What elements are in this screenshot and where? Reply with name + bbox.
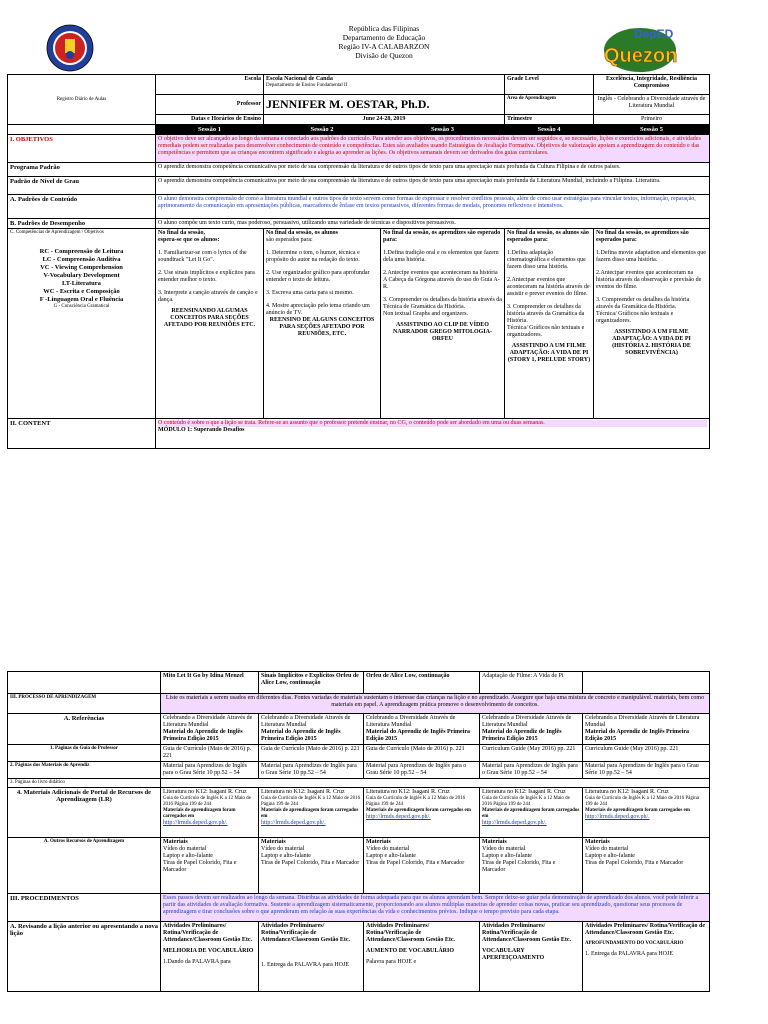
obj-line: 2. Use sinais implícitos e explícitos para entender melhor o texto. [158, 270, 255, 283]
dll-table-bottom [7, 671, 710, 992]
ref-line: Material do Aprendiz de Inglês Primeira Edição 2015 [482, 729, 562, 742]
video-note: ASSISTINDO AO CLIP DE VÍDEO NARRADOR GREGO MITOLOGIA-ORFEU [393, 322, 492, 342]
lrmds-link[interactable]: http://lrmds.deped.gov.ph/. [163, 820, 228, 826]
datas-value: June 24-28, 2019 [264, 115, 505, 125]
mat-1: Material para Aprendizes de Inglês para o Grau Série 10 pp.52 – 54 [161, 762, 259, 779]
adic-line: Materiais de aprendizagem foram carregados em [482, 808, 580, 819]
conteudo-label: A. Padrões de Conteúdo [8, 195, 156, 219]
guia-3: Guia de Currículo (Maio de 2016) p. 221 [364, 745, 480, 762]
rev-line: Atividades Preliminares/ Rotina/Verificação de Attendance/Classroom Gestão Etc. [366, 923, 456, 943]
ref-label: A. Referências [8, 714, 161, 745]
session-1: Sessão 1 [156, 125, 264, 135]
obj-line: 3. Compreender os detalhes da história através da Gramática da História. [507, 304, 585, 324]
session-5-objectives [594, 229, 710, 419]
film-note: ASSISTINDO A UM FILME ADAPTAÇÃO: A VIDA DE PI (STORY 1, PRELUDE STORY) [507, 343, 591, 363]
code-item: VC - Viewing Comprehension [40, 264, 123, 271]
objetivos-label: I. OBJETIVOS [8, 135, 156, 163]
outros-line: Laptop e alto-falante [585, 853, 635, 859]
content-text: O conteúdo é sobre o que a lição se trata. Refere-se ao assunto que o professor pretende ensinar, no CG, o conteúdo pode ser abordado em uma ou duas semanas. [158, 420, 707, 427]
conteudo-text: O aluno demonstra compreensão de como a literatura mundial e outros tipos de texto servem como formas de expressar e resolver conflitos pessoais, além de como usar estratégias para vincular textos, informação, reparação, aprimoramento da comunicação em apresentações públicas, marcadores de ênfase em textos persuasivos, diferentes formas de modais, pronomes reflexivos e intensivos. [156, 195, 710, 219]
obj-line: No final da sessão, os aprendizes são esperados para: [596, 230, 689, 243]
modulo-text: MÓDULO 1: Superando Desafios [158, 427, 245, 433]
proc-text: Liste os materiais a serem usados em diferentes dias. Fontes variadas de materiais sustentam o interesse das crianças na lição e no aprendizado. Assegure que haja uma mistura de concreto e manipulável. materiais, bem como materiais em papel. A aprendizagem prática promove o desenvolvimento de conceitos. [161, 694, 710, 714]
letterhead-line: Departamento de Educação [342, 33, 426, 42]
outros-5 [583, 838, 710, 894]
outros-line: Tiras de Papel Colorido, Fita e Marcador [366, 860, 465, 866]
rev-label: A. Revisando a lição anterior ou apresentando a nova lição [8, 922, 161, 992]
outros-line: Laptop e alto-falante [163, 853, 213, 859]
programa-text: O aprendiz demonstra competência comunicativa por meio de sua compreensão da literatura e de outros tipos de texto para uma apreciação mais profunda da Cultura Filipina e de outros países. [156, 163, 710, 177]
content-cell [156, 419, 710, 449]
obj-line: 1.Defina tradição oral e os elementos que fazem dela uma história. [383, 250, 499, 263]
adic-label: 4. Materiais Adicionais de Portal de Recursos de Aprendizagem (LR) [8, 788, 161, 838]
obj-line: Non textual Graphs and organizers. [383, 311, 469, 317]
programa-label: Programa Padrão [8, 163, 156, 177]
nivel-label: Padrão de Nível de Grau [8, 177, 156, 195]
mat-label: 2. Páginas dos Materiais do Aprendiz [8, 762, 161, 779]
outros-line: Vídeo do material [366, 846, 410, 852]
livro-label: 3. Páginas do livro didático [8, 779, 161, 788]
word-line: 1. Entrega da PALAVRA para HOJE [585, 951, 673, 957]
adic-line: Materiais de aprendizagem foram carregados em [163, 808, 236, 819]
blank-cell [8, 125, 156, 135]
lrmds-link[interactable]: http://lrmds.deped.gov.ph/. [366, 814, 431, 820]
ref-cell-3 [364, 714, 480, 745]
ref-cell-2 [259, 714, 364, 745]
ref-cell-1 [161, 714, 259, 745]
outros-line: Tiras de Papel Colorido, Fita e Marcador [482, 860, 556, 873]
outros-4 [480, 838, 583, 894]
outros-line: Tiras de Papel Colorido, Fita e Marcador [163, 860, 237, 873]
competencias-label: C. Competências de Aprendizagem / Objetivos [10, 230, 104, 235]
obj-line: são esperados para: [266, 237, 313, 243]
escola-sub: Departamento de Ensino Fundamental II [266, 83, 348, 88]
guia-2: Guia de Currículo (Maio de 2016) p. 221 [259, 745, 364, 762]
adic-line: Guia de Currículo de Inglês K a 12 Maio de 2016 Página 199 de 244 [482, 796, 570, 807]
obj-line: 3. Interprete a canção através de canção e dança. [158, 290, 258, 303]
guia-5: Curriculum Guide (May 2016) pp. 221 [583, 745, 710, 762]
trimestre-value: Primeiro [594, 115, 710, 125]
code-item: F -Linguagem Oral e Fluência [39, 296, 124, 303]
rev-line: Atividades Preliminares/ Rotina/Verificação de Attendance/Classroom Gestão Etc. [261, 923, 351, 943]
ref-line: Material do Aprendiz de Inglês Primeira Edição 2015 [585, 729, 690, 742]
ref-line: Material do Aprendiz de Inglês Primeira Edição 2015 [261, 729, 341, 742]
letterhead-line: Divisão de Quezon [355, 51, 413, 60]
lrmds-link[interactable]: http://lrmds.deped.gov.ph/. [261, 820, 326, 826]
outros-line: Vídeo do material [585, 846, 629, 852]
vocab-line: MELHORIA DE VOCABULÁRIO [163, 948, 254, 954]
adic-line: Materiais de aprendizagem foram carregados em [366, 808, 471, 813]
grade-value: Excelência, Integridade, Resiliência Compromisso [594, 75, 710, 95]
session-3-objectives [381, 229, 505, 419]
proc-label: III. PROCESSO DE APRENDIZAGEM [8, 694, 161, 714]
adic-1 [161, 788, 259, 838]
session-1-objectives [156, 229, 264, 419]
adic-line: Guia de Currículo de Inglês K a 12 Maio de 2016 Página 199 de 244 [366, 796, 466, 807]
session-4: Sessão 4 [505, 125, 594, 135]
proc2-label: III. PROCEDIMENTOS [8, 894, 161, 922]
code-list [10, 248, 153, 310]
adic-line: Materiais de aprendizagem foram carregados em [585, 808, 690, 813]
registro-label: Registro Diário de Aulas [8, 75, 156, 125]
code-item: LC - Compreensão Auditiva [42, 256, 121, 263]
ref-line: Material do Aprendiz de Inglês Primeira Edição 2015 [366, 729, 471, 742]
rev-line: Atividades Preliminares/ Rotina/Verificação de Attendance/Classroom Gestão Etc. [482, 923, 572, 943]
session-2: Sessão 2 [264, 125, 381, 135]
ref-line: Celebrando a Diversidade Através de Literatura Mundial [482, 715, 572, 728]
dll-table-top [7, 74, 710, 449]
desempenho-label: B. Padrões de Desempenho [8, 219, 156, 229]
code-item: WC - Escrita e Composição [43, 288, 120, 295]
rev-2 [259, 922, 364, 992]
escola-cell [264, 75, 505, 95]
area-value: Inglês - Celebrando a Diversidade através de Literatura Mundial [594, 95, 710, 115]
outros-3 [364, 838, 480, 894]
outros-line: Vídeo do material [482, 846, 526, 852]
datas-label: Datas e Horários de Ensino [156, 115, 264, 125]
ref-line: Celebrando a Diversidade Através de Literatura Mundial [585, 715, 700, 728]
adic-line: Literatura no K12: Isagani R. Cruz [585, 789, 669, 795]
logo-text-deped: DepED [634, 27, 674, 41]
topic-1: Mito Let It Go by Idina Menzel [161, 672, 259, 694]
escola-label: Escola [156, 75, 264, 95]
adic-line: Literatura no K12: Isagani R. Cruz [261, 789, 345, 795]
obj-line: 2.Antecipar eventos que aconteceram na história através de assistir e prever eventos do filme. [507, 277, 590, 297]
obj-line: 1.Defina movie adaptation and elementos que fazem disso uma história. [596, 250, 706, 263]
session-4-objectives [505, 229, 594, 419]
proc2-text: Esses passos devem ser realizados ao longo da semana. Distribua as atividades de forma adequada para que os alunos aprendam bem. Sempre deixe-se guiar pela demonstração de aprendizado dos alunos. você pode inferir a partir das atividades de avaliação formativa. Sustente a aprendizagem sistematicamente, proporcionando aos alunos múltiplas maneiras de aprender coisas novas, praticar seu aprendizado, questionar seus processos de aprendizagem e tirar conclusões sobre o que aprenderam em relação às suas experiências da vida e conhecimentos prévios. Indique o tempo previsto para cada etapa. [161, 894, 710, 922]
ref-cell-4 [480, 714, 583, 745]
word-line: 1.Dando da PALAVRA para [163, 959, 231, 965]
outros-line: Materiais [261, 839, 286, 845]
outros-line: Tiras de Papel Colorido, Fita e Marcador [261, 860, 360, 866]
content-label: II. CONTENT [8, 419, 156, 449]
obj-line: Técnica/ Gráficos não textuais e organizadores. [507, 325, 585, 338]
reteach-note: REENSINANDO ALGUMAS CONCEITOS PARA SEÇÕES AFETADO POR REUNIÕES ETC. [163, 308, 256, 328]
mat-3: Material para Aprendizes de Inglês para o Grau Série 10 pp.52 – 54 [364, 762, 480, 779]
film-note: ASSISTINDO A UM FILME ADAPTAÇÃO: A VIDA DE PI (HISTÓRIA 2. HISTÓRIA DE SOBREVIVÊNCIA) [612, 329, 691, 356]
session-5: Sessão 5 [594, 125, 710, 135]
obj-line: 1. Familiarizar-se com o lyrics of the soundtrack "Let It Go". [158, 250, 247, 263]
competencias-cell [8, 229, 156, 419]
adic-line: Materiais de aprendizagem foram carregados em [261, 808, 359, 819]
mat-5: Material para Aprendizes de Inglês para o Grau Série 10 pp.52 – 54 [583, 762, 710, 779]
lrmds-link[interactable]: http://lrmds.deped.gov.ph/. [482, 820, 547, 826]
word-line: 1. Entrega da PALAVRA para HOJE [261, 962, 349, 968]
logo-text-quezon: Quezon [604, 45, 678, 67]
adic-line: Guia de Currículo de Inglês K a 12 Maio de 2016 Página 199 de 244 [585, 796, 700, 807]
outros-line: Materiais [163, 839, 188, 845]
code-item: G - Consciência Gramatical [53, 304, 110, 309]
rev-line: Atividades Preliminares/ Rotina/Verificação de Attendance/Classroom Gestão Etc. [163, 923, 253, 943]
letterhead-line: Região IV-A CALABARZON [338, 42, 430, 51]
outros-line: Laptop e alto-falante [366, 853, 416, 859]
outros-line: Materiais [482, 839, 507, 845]
adic-4 [480, 788, 583, 838]
ref-line: Celebrando a Diversidade Através de Literatura Mundial [261, 715, 351, 728]
ref-line: Material do Aprendiz de Inglês Primeira Edição 2015 [163, 729, 243, 742]
lrmds-link[interactable]: http://lrmds.deped.gov.ph/. [585, 814, 650, 820]
guia-4: Curriculum Guide (May 2016) pp. 221 [480, 745, 583, 762]
obj-line: No final da sessão, os alunos são esperados para: [507, 230, 589, 243]
rev-line: Atividades Preliminares/ Rotina/Verificação de Attendance/Classroom Gestão Etc. [585, 923, 706, 936]
adic-line: Guia de Currículo de Inglês K a 12 Maio de 2016 Página 199 de 244 [163, 796, 251, 807]
livro-blank [161, 779, 710, 788]
escola-name: Escola Nacional de Canda [266, 76, 333, 82]
professor-label: Professor [156, 95, 264, 115]
obj-line: 3. Compreender os detalhes da história através da Gramática da História. [596, 297, 690, 310]
adic-line: Literatura no K12: Isagani R. Cruz [163, 789, 247, 795]
word-line: Palavra para HOJE e [366, 959, 417, 965]
nivel-text: O aprendiz demonstra competência comunicativa por meio de sua compreensão da literatura e de outros tipos de texto para uma apreciação mais profunda da Literatura Mundial, incluindo a Filipina. Literatura. [156, 177, 710, 195]
obj-line: 3. Compreender os detalhes da história através da Técnica de Gramática da História. [383, 297, 502, 310]
session-3: Sessão 3 [381, 125, 505, 135]
outros-label: A. Outros Recursos de Aprendizagem [8, 838, 161, 894]
adic-line: Guia de Currículo de Inglês K a 12 Maio de 2016 Página 199 de 244 [261, 796, 361, 807]
adic-2 [259, 788, 364, 838]
obj-line: 2.Antecipe eventos que aconteceram na história A Cabeça da Górgona através do uso do Guia A-R. [383, 270, 500, 290]
obj-line: No final da sessão, [158, 230, 206, 236]
objetivos-text: O objetivo deve ser alcançado ao longo da semana e conectado aos padrões do currículo. Para atender aos objetivos, os procedimentos necessários devem ser seguidos e, se necessário, lições e exercícios adicionais, e atividades remediais podem ser realizadas para desenvolver conhecimento de conteúdo e competências. Estes são avaliados usando Estratégias de Avaliação Formativa. Objetivos de valorização apoiam a aprendizagem do conteúdo e das competências e permitem que as crianças encontrem significado e alegria ao aprender as lições. Os objetivos semanais devem ser derivados dos guias curriculares. [156, 135, 710, 163]
mat-4: Material para Aprendizes de Inglês para o Grau Série 10 pp.52 – 54 [480, 762, 583, 779]
ref-line: Celebrando a Diversidade Através de Literatura Mundial [366, 715, 456, 728]
code-item: RC - Compreensão de Leitura [39, 248, 124, 255]
outros-1 [161, 838, 259, 894]
code-item: LT-Literatura [62, 280, 101, 287]
ref-cell-5 [583, 714, 710, 745]
vocab-line: APROFUNDAMENTO DO VOCABULÁRIO [585, 941, 684, 946]
outros-line: Vídeo do material [163, 846, 207, 852]
grade-label: Grade Level [505, 75, 594, 95]
adic-line: Literatura no K12: Isagani R. Cruz [482, 789, 566, 795]
vocab-line: AUMENTO DE VOCABULÁRIO [366, 948, 455, 954]
adic-5 [583, 788, 710, 838]
rev-3 [364, 922, 480, 992]
adic-line: Literatura no K12: Isagani R. Cruz [366, 789, 450, 795]
outros-line: Vídeo do material [261, 846, 305, 852]
blank-cell [8, 672, 161, 694]
letterhead-line: República das Filipinas [348, 24, 420, 33]
mat-2: Material para Aprendizes de Inglês para o Grau Série 10 pp.52 – 54 [259, 762, 364, 779]
rev-4 [480, 922, 583, 992]
obj-line: espera-se que os alunos: [158, 237, 220, 243]
obj-line: Técnica/ Gráficos não textuais e organizadores. [596, 311, 674, 324]
reteach-note: REENSINO DE ALGUNS CONCEITOS PARA SEÇÕES AFETADO POR REUNIÕES, ETC. [269, 317, 375, 337]
outros-line: Materiais [366, 839, 391, 845]
obj-line: No final da sessão, os aprendizes são esperado para: [383, 230, 501, 243]
rev-5 [583, 922, 710, 992]
code-item: V-Vocabulary Development [43, 272, 120, 279]
obj-line: 2.Antecipar eventos que aconteceram na história através da observação e previsão de eventos do filme. [596, 270, 702, 290]
obj-line: 1.Defina adaptação cinematográfica e elementos que fazem disso uma história. [507, 250, 586, 270]
obj-line: 1. Determine o tom, o humor, técnica e propósito do autor na redação do texto. [266, 250, 360, 263]
guia-label: 1. Páginas do Guia do Professor [8, 745, 161, 762]
obj-line: 4. Mostre apreciação pelo tema criando um anúncio de TV. [266, 303, 370, 316]
outros-2 [259, 838, 364, 894]
obj-line: 2. Use organizador gráfico para aprofundar entender o texto de leitura. [266, 270, 370, 283]
topic-2: Sinais Implícitos e Explícitos Orfeu de Alice Low, continuação [259, 672, 364, 694]
outros-line: Laptop e alto-falante [261, 853, 311, 859]
outros-line: Materiais [585, 839, 610, 845]
rev-1 [161, 922, 259, 992]
professor-name: JENNIFER M. OESTAR, Ph.D. [264, 95, 505, 115]
guia-1: Guia de Currículo (Maio de 2016) p. 221 [161, 745, 259, 762]
area-label: Área de Aprendizagem [505, 95, 594, 115]
topic-4: Adaptação de Filme: A Vida de Pi [480, 672, 583, 694]
session-2-objectives [264, 229, 381, 419]
obj-line: 3. Escreva uma carta para si mesmo. [266, 290, 354, 296]
ref-line: Celebrando a Diversidade Através de Literatura Mundial [163, 715, 253, 728]
adic-3 [364, 788, 480, 838]
topic-5-blank [583, 672, 710, 694]
trimestre-label: Trimestre [505, 115, 594, 125]
outros-line: Laptop e alto-falante [482, 853, 532, 859]
obj-line: No final da sessão, os alunos [266, 230, 339, 236]
deped-quezon-logo [590, 20, 686, 76]
desempenho-text: O aluno compõe um texto curto, mas poderoso, persuasivo, utilizando uma variedade de técnicas e dispositivos persuasivos. [156, 219, 710, 229]
vocab-line: VOCABULARY APERFEIÇOAMENTO [482, 948, 545, 961]
outros-line: Tiras de Papel Colorido, Fita e Marcador [585, 860, 684, 866]
topic-3: Orfeu de Alice Low, continuação [364, 672, 480, 694]
